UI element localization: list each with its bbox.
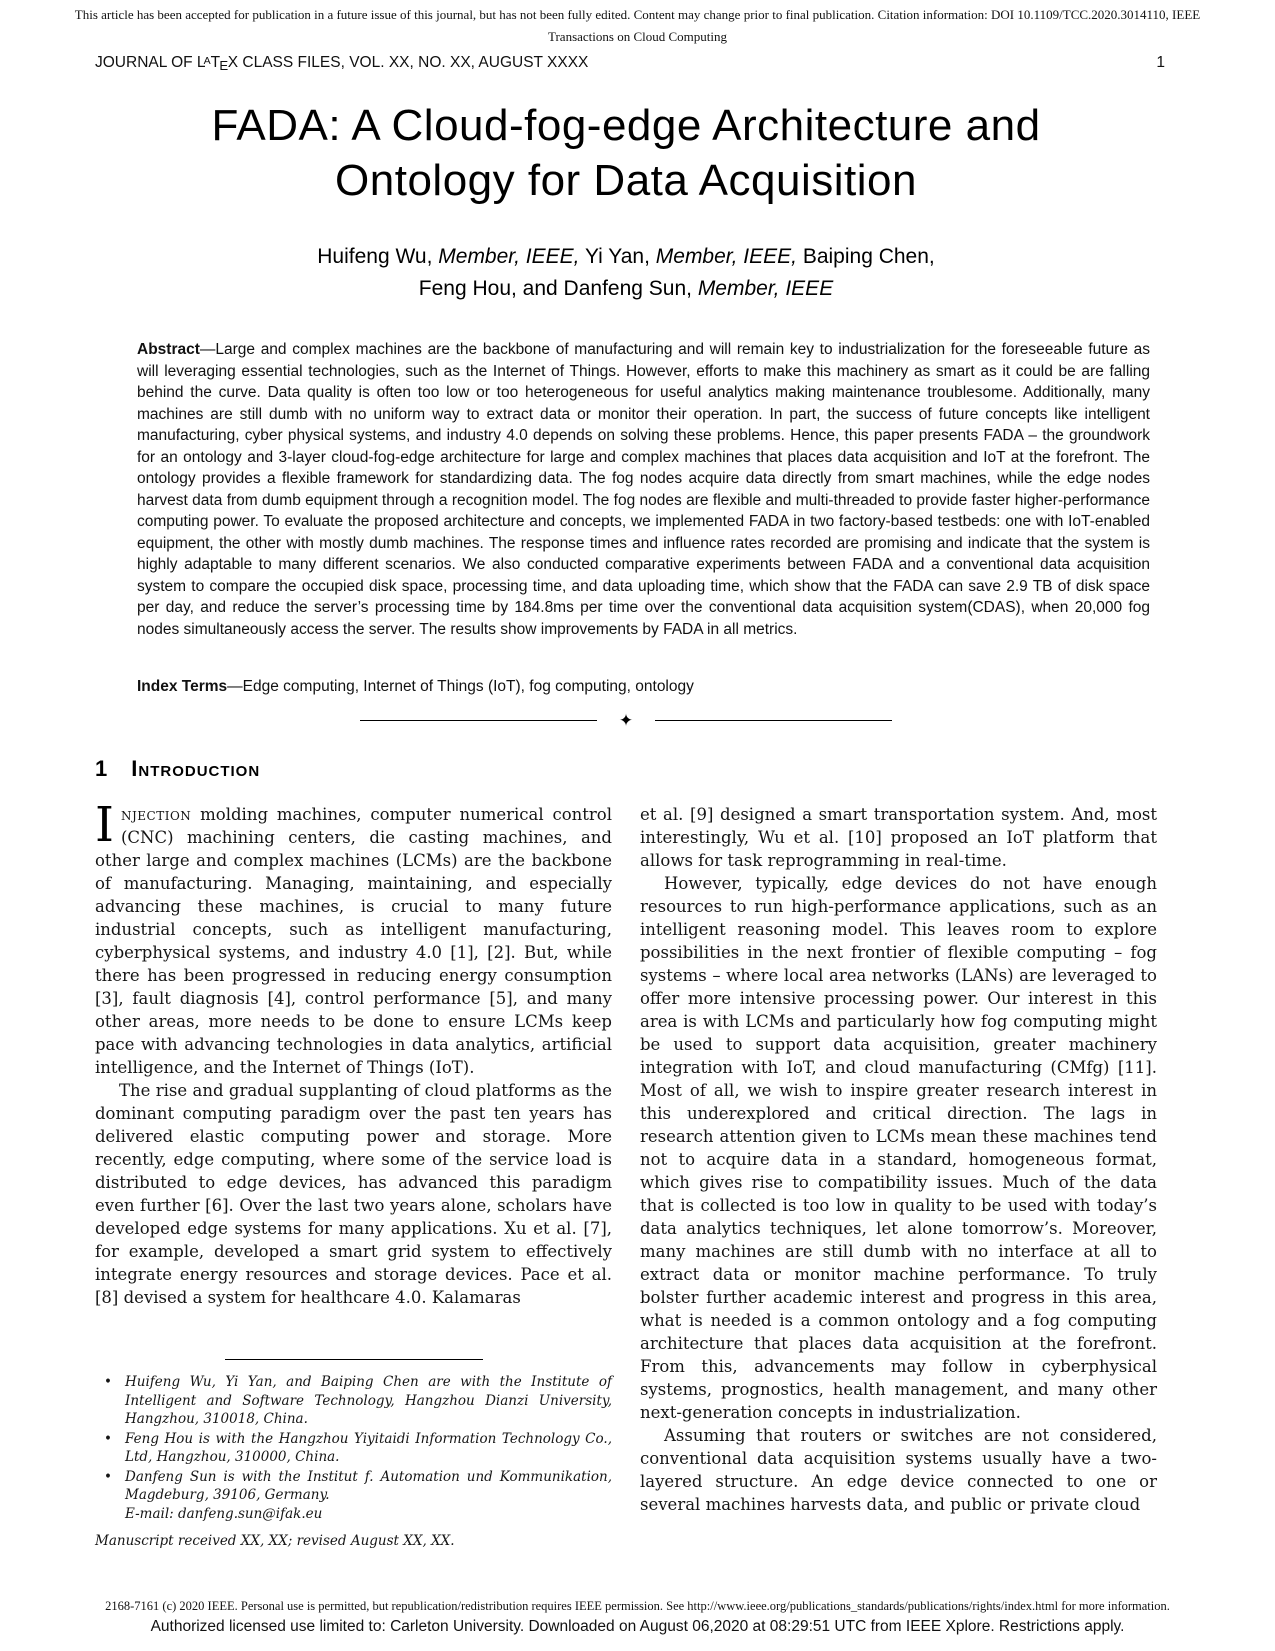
- author-list: [95, 241, 1157, 305]
- intro-paragraph-3: However, typically, edge devices do not have enough resources to run high-performance applications, such as an intelligent reasoning model. This leaves room to explore possibilities in the next frontier of flexible computing – fog systems – where local area networks (LANs) are leveraged to offer more intensive processing power. Our interest in this area is with LCMs and particularly how fog computing might be used to support data acquisition, greater machinery integration with IoT, and cloud manufacturing (CMfg) [11]. Most of all, we wish to inspire greater research interest in this underexplored and critical direction. The lags in research attention given to LCMs mean these machines tend not to acquire data in a standard, homogeneous format, which gives rise to compatibility issues. Much of the data that is collected is too low in quality to be used with today’s data analytics techniques, let alone tomorrow’s. Moreover, many machines are still dumb with no interface at all to extract data or monitor machine performance. To truly bolster further academic interest and progress in this area, what is needed is a common ontology and a fog computing architecture that places data acquisition at the forefront. From this, advancements may follow in cyberphysical systems, prognostics, health management, and many other next-generation concepts in industrialization.: [640, 873, 1157, 1422]
- author-line-1: [95, 241, 1157, 273]
- copyright-line: 2168-7161 (c) 2020 IEEE. Personal use is permitted, but republication/redistribution requires IEEE permission. See http://www.ieee.org/publications_standards/publications/rights/index.html for more information.: [105, 1599, 1170, 1613]
- diamond-icon: ✦: [618, 711, 634, 730]
- acceptance-notice: [0, 7, 1275, 45]
- page-number: 1: [1156, 54, 1165, 71]
- index-terms: [137, 676, 1150, 698]
- footnote-rule: [225, 1359, 483, 1360]
- left-column: [95, 756, 612, 1551]
- right-column: [640, 756, 1157, 1551]
- author-membership: Member, IEEE,: [655, 245, 797, 268]
- manuscript-note: Manuscript received XX, XX; revised August XX, XX.: [95, 1533, 455, 1549]
- copyright-footer: [0, 1598, 1275, 1637]
- index-terms-text: —Edge computing, Internet of Things (IoT), fog computing, ontology: [227, 678, 694, 695]
- license-line: Authorized licensed use limited to: Carleton University. Downloaded on August 06,2020 at 08:29:51 UTC from IEEE Xplore. Restrictions apply.: [150, 1618, 1125, 1635]
- acceptance-notice-line2: Transactions on Cloud Computing: [547, 29, 727, 44]
- two-column-body: [95, 756, 1157, 1551]
- intro-paragraph-2-continued: et al. [9] designed a smart transportation system. And, most interestingly, Wu et al. [10] proposed an IoT platform that allows for task reprogramming in real-time.: [640, 804, 1157, 870]
- latex-logo-a: A: [203, 54, 211, 67]
- divider-line-left: [360, 720, 597, 721]
- footnote-item: [95, 1468, 612, 1524]
- footnote-item-text: Danfeng Sun is with the Institut f. Automation und Kommunikation, Magdeburg, 39106, Germany.: [125, 1468, 612, 1503]
- journal-name-text: JOURNAL OF L: [95, 54, 206, 71]
- latex-logo-t: T: [210, 54, 221, 71]
- acceptance-notice-line1: This article has been accepted for publication in a future issue of this journal, but has not been fully edited. Content may change prior to final publication. Citation information: DOI 10.1109/TCC.2020.3014110, IEEE: [74, 7, 1201, 22]
- abstract: [137, 339, 1150, 640]
- footnote-item: • Feng Hou is with the Hangzhou Yiyitaidi Information Technology Co., Ltd, Hangzhou, 310000, China.: [95, 1430, 612, 1467]
- author-name: Yi Yan,: [579, 245, 656, 268]
- intro-paragraph-2: The rise and gradual supplanting of cloud platforms as the dominant computing paradigm over the past ten years has delivered elastic computing power and storage. More recently, edge computing, where some of the service load is distributed to edge devices, has advanced this paradigm even further [6]. Over the last two years alone, scholars have developed edge systems for many applications. Xu et al. [7], for example, developed a smart grid system to effectively integrate energy resources and storage devices. Pace et al. [8] devised a system for healthcare 4.0. Kalamaras: [95, 1080, 612, 1307]
- right-column-text: [640, 803, 1157, 1516]
- section-number: 1: [95, 755, 108, 781]
- intro-paragraph-1-text: molding machines, computer numerical control (CNC) machining centers, die casting machines, and other large and complex machines (LCMs) are the backbone of manufacturing. Managing, maintaining, and especially advancing these machines, is crucial to many future industrial concepts, such as intelligent manufacturing, cyberphysical systems, and industry 4.0 [1], [2]. But, while there has been progressed in reducing energy consumption [3], fault diagnosis [4], control performance [5], and many other areas, more needs to be done to ensure LCMs keep pace with advancing technologies in data analytics, artificial intelligence, and the Internet of Things (IoT).: [95, 804, 612, 1077]
- left-column-text: [95, 796, 612, 1309]
- footnote-block: [95, 1359, 612, 1551]
- intro-paragraph-4: Assuming that routers or switches are not considered, conventional data acquisition systems usually have a two-layered structure. An edge device connected to one or several machines harvests data, and public or private cloud: [640, 1425, 1157, 1514]
- footnote-item: • Huifeng Wu, Yi Yan, and Baiping Chen are with the Institute of Intelligent and Software Technology, Hangzhou Dianzi University, Hangzhou, 310018, China.: [95, 1373, 612, 1429]
- abstract-label: Abstract: [137, 341, 200, 358]
- lead-word-smallcaps: njection: [120, 804, 192, 824]
- journal-name-rest: X CLASS FILES, VOL. XX, NO. XX, AUGUST XXXX: [227, 54, 589, 71]
- intro-paragraph-1: [95, 796, 612, 1079]
- author-name: Feng Hou, and Danfeng Sun,: [418, 277, 698, 300]
- footnote-email: E-mail: danfeng.sun@ifak.eu: [125, 1505, 323, 1522]
- divider-line-right: [655, 720, 892, 721]
- journal-name: [95, 54, 588, 73]
- section-title: Introduction: [131, 755, 261, 781]
- paper-title-line1: FADA: A Cloud-fog-edge Architecture and: [211, 101, 1041, 150]
- paper-title: [95, 98, 1157, 208]
- paper-title-line2: Ontology for Data Acquisition: [335, 156, 917, 205]
- author-membership: Member, IEEE: [697, 277, 834, 300]
- drop-cap: I: [95, 796, 114, 853]
- author-name: Baiping Chen,: [796, 245, 935, 268]
- running-head: [95, 54, 1165, 73]
- section-divider: [95, 711, 1157, 731]
- section-heading: [95, 756, 612, 782]
- abstract-text: —Large and complex machines are the backbone of manufacturing and will remain key to industrialization for the foreseeable future as will leveraging essential technologies, such as the Internet of Things. However, efforts to make this machinery as smart as it could be are falling behind the curve. Data quality is often too low or too heterogeneous for useful analytics making maintenance troublesome. Additionally, many machines are still dumb with no uniform way to extract data or monitor their operation. In part, the success of future concepts like intelligent manufacturing, cyber physical systems, and industry 4.0 depends on solving these problems. Hence, this paper presents FADA – the groundwork for an ontology and 3-layer cloud-fog-edge architecture for large and complex machines that places data acquisition and IoT at the forefront. The ontology provides a flexible framework for standardizing data. The fog nodes acquire data directly from smart machines, while the edge nodes harvest data from dumb equipment through a recognition model. The fog nodes are flexible and multi-threaded to provide faster higher-performance computing power. To evaluate the proposed architecture and concepts, we implemented FADA in two factory-based testbeds: one with IoT-enabled equipment, the other with mostly dumb machines. The response times and influence rates recorded are promising and indicate that the system is highly adaptable to many different scenarios. We also conducted comparative experiments between FADA and a conventional data acquisition system to compare the occupied disk space, processing time, and data uploading time, which show that the FADA can save 2.9 TB of disk space per day, and reduce the server’s processing time by 184.8ms per time over the conventional data acquisition system(CDAS), when 20,000 fog nodes simultaneously access the server. The results show improvements by FADA in all metrics.: [137, 341, 1150, 638]
- latex-logo-e: E: [219, 58, 229, 74]
- author-line-2: [95, 273, 1157, 305]
- index-terms-label: Index Terms: [137, 678, 228, 695]
- author-membership: Member, IEEE,: [438, 245, 580, 268]
- page-content: [95, 98, 1157, 1551]
- author-name: Huifeng Wu,: [317, 245, 439, 268]
